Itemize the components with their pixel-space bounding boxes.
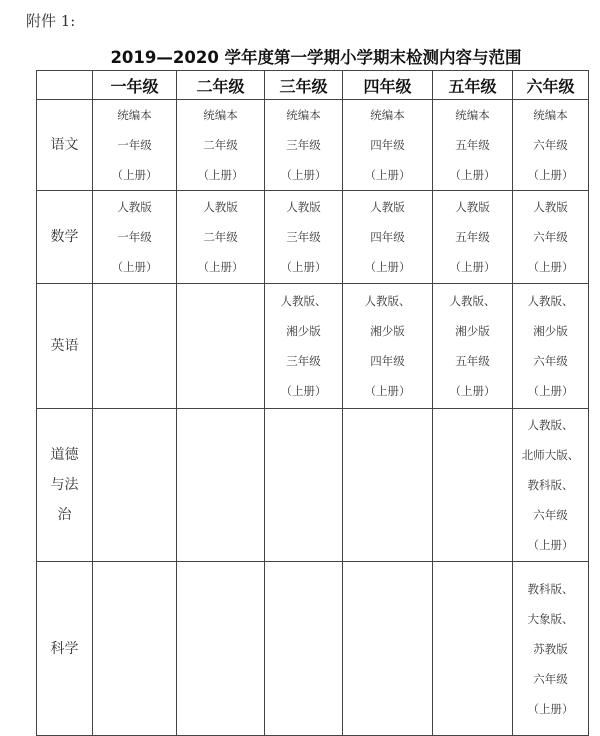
scope-cell-empty	[93, 409, 177, 562]
subject-label: 科学	[50, 640, 79, 657]
scope-line: （上册）	[527, 260, 574, 274]
scope-line: 三年级	[286, 230, 321, 244]
scope-line: 人教版、	[527, 294, 574, 308]
scope-cell-empty	[343, 409, 433, 562]
scope-line: 统编本	[370, 108, 405, 122]
attachment-label: 附件 1:	[26, 12, 76, 30]
scope-line: （上册）	[197, 168, 244, 182]
scope-line: 统编本	[533, 108, 568, 122]
scope-line: 六年级	[533, 508, 568, 522]
scope-line: 人教版	[286, 200, 321, 214]
table-row	[37, 191, 589, 284]
subject-label: 治	[57, 507, 72, 523]
table-row	[37, 409, 589, 562]
scope-line: 统编本	[203, 108, 238, 122]
table-row	[37, 562, 589, 736]
scope-cell	[433, 191, 513, 284]
scope-line: 教科版、	[527, 478, 574, 492]
scope-cell	[265, 100, 343, 191]
grade-header-2: 二年级	[177, 71, 265, 100]
scope-line: 人教版	[203, 200, 238, 214]
scope-cell	[433, 100, 513, 191]
table-row	[37, 284, 589, 409]
scope-line: 二年级	[203, 138, 238, 152]
scope-line: （上册）	[280, 260, 327, 274]
scope-line: 人教版	[533, 200, 568, 214]
scope-line: （上册）	[364, 260, 411, 274]
scope-line: 四年级	[370, 230, 405, 244]
grade-header-5: 五年级	[433, 71, 513, 100]
scope-cell	[265, 284, 343, 409]
table-row	[37, 100, 589, 191]
scope-line: 六年级	[533, 138, 568, 152]
scope-cell	[513, 409, 589, 562]
scope-cell	[93, 100, 177, 191]
scope-line: （上册）	[364, 168, 411, 182]
scope-line: 人教版、	[280, 294, 327, 308]
subject-cell	[37, 100, 93, 191]
scope-line: 人教版、	[364, 294, 411, 308]
scope-cell-empty	[265, 409, 343, 562]
subject-cell	[37, 191, 93, 284]
scope-line: 五年级	[455, 138, 490, 152]
scope-cell	[177, 100, 265, 191]
scope-line: （上册）	[197, 260, 244, 274]
subject-cell	[37, 562, 93, 736]
scope-line: 人教版	[370, 200, 405, 214]
scope-line: （上册）	[111, 168, 158, 182]
scope-line: （上册）	[449, 168, 496, 182]
scope-line: 一年级	[117, 138, 152, 152]
scope-line: （上册）	[364, 384, 411, 398]
subject-label: 道德	[50, 447, 79, 463]
subject-label: 英语	[50, 338, 79, 354]
scope-cell-empty	[177, 562, 265, 736]
scope-line: 统编本	[286, 108, 321, 122]
scope-cell-empty	[93, 562, 177, 736]
grade-header-1: 一年级	[93, 71, 177, 100]
scope-line: （上册）	[527, 384, 574, 398]
scope-line: （上册）	[527, 538, 574, 552]
scope-line: （上册）	[111, 260, 158, 274]
scope-line: （上册）	[527, 701, 574, 716]
scope-line: 苏教版	[533, 641, 568, 656]
scope-cell	[513, 191, 589, 284]
scope-line: 人教版、	[449, 294, 496, 308]
scope-line: 四年级	[370, 354, 405, 368]
scope-line: 大象版、	[527, 611, 574, 626]
scope-cell	[433, 284, 513, 409]
scope-line: 三年级	[286, 138, 321, 152]
scope-line: （上册）	[280, 384, 327, 398]
scope-line: （上册）	[449, 260, 496, 274]
scope-cell	[265, 191, 343, 284]
scope-cell-empty	[177, 284, 265, 409]
scope-line: （上册）	[527, 168, 574, 182]
subject-cell	[37, 409, 93, 562]
subject-label: 语文	[50, 137, 79, 153]
scope-line: 湘少版	[370, 324, 405, 338]
scope-line: 统编本	[117, 108, 152, 122]
scope-cell-empty	[177, 409, 265, 562]
scope-cell	[513, 284, 589, 409]
scope-line: 人教版	[455, 200, 490, 214]
scope-line: （上册）	[280, 168, 327, 182]
scope-line: 人教版、	[527, 418, 574, 432]
scope-cell-empty	[433, 562, 513, 736]
scope-line: 湘少版	[455, 324, 490, 338]
grade-header-3: 三年级	[265, 71, 343, 100]
scope-cell	[513, 100, 589, 191]
scope-line: 湘少版	[286, 324, 321, 338]
scope-cell-empty	[265, 562, 343, 736]
scope-line: 五年级	[455, 230, 490, 244]
subject-label: 与法	[50, 477, 79, 493]
grade-header-4: 四年级	[343, 71, 433, 100]
scope-cell	[343, 191, 433, 284]
scope-line: 六年级	[533, 230, 568, 244]
grade-header-row	[37, 71, 589, 100]
corner-cell	[37, 71, 93, 100]
scope-line: 统编本	[455, 108, 490, 122]
subject-label: 数学	[50, 229, 79, 245]
scope-cell	[343, 100, 433, 191]
scope-line: 二年级	[203, 230, 238, 244]
scope-line: 一年级	[117, 230, 152, 244]
scope-cell-empty	[343, 562, 433, 736]
scope-cell	[177, 191, 265, 284]
scope-line: 五年级	[455, 354, 490, 368]
grade-header-6: 六年级	[513, 71, 589, 100]
scope-line: 四年级	[370, 138, 405, 152]
scope-line: 湘少版	[533, 324, 568, 338]
scope-cell-empty	[433, 409, 513, 562]
exam-scope-table	[36, 70, 589, 736]
scope-line: 三年级	[286, 354, 321, 368]
scope-cell	[93, 191, 177, 284]
scope-line: （上册）	[449, 384, 496, 398]
subject-cell	[37, 284, 93, 409]
scope-cell	[513, 562, 589, 736]
scope-line: 教科版、	[527, 581, 574, 596]
scope-line: 人教版	[117, 200, 152, 214]
document-title: 2019—2020 学年度第一学期小学期末检测内容与范围	[110, 48, 522, 67]
scope-line: 六年级	[533, 354, 568, 368]
scope-line: 六年级	[533, 671, 568, 686]
scope-cell	[343, 284, 433, 409]
scope-cell-empty	[93, 284, 177, 409]
scope-line: 北师大版、	[521, 448, 580, 462]
